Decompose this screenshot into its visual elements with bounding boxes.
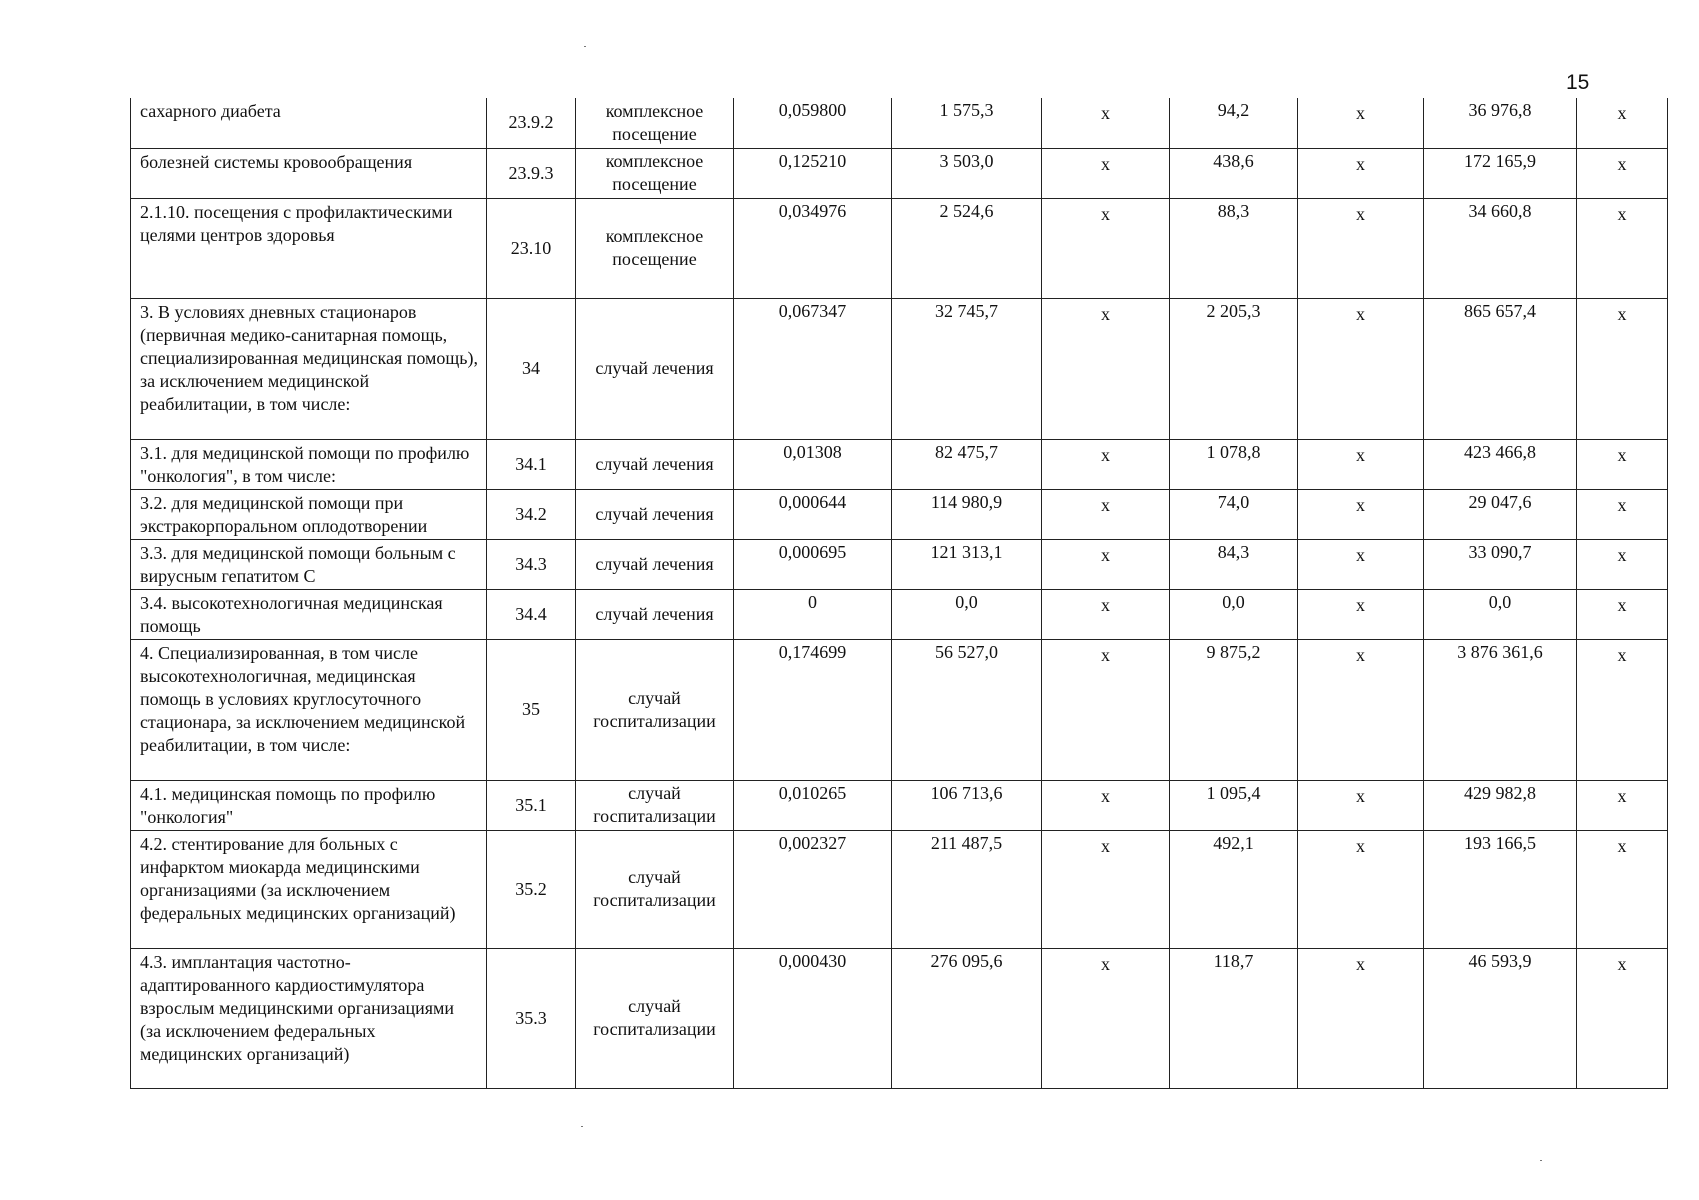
row-norm-cell [734, 148, 892, 198]
row-code-text: 34.1 [515, 453, 547, 474]
row-x-text: х [1101, 953, 1110, 974]
row-x-cell [1298, 198, 1424, 298]
row-name-text: 2.1.10. посещения с профилактическими целями центров здоровья [140, 201, 453, 245]
row-cost-text: 1 575,3 [939, 100, 994, 120]
row-code-text: 35.2 [515, 878, 547, 899]
row-unit-cell [576, 780, 734, 830]
row-x-cell [1577, 539, 1668, 589]
row-subtotal-cell [1170, 830, 1298, 948]
row-norm-cell [734, 539, 892, 589]
row-x-cell [1042, 639, 1170, 780]
row-total-cell [1424, 539, 1577, 589]
row-subtotal-text: 2 205,3 [1206, 300, 1261, 321]
row-x-cell [1042, 830, 1170, 948]
row-x-text: х [1101, 444, 1110, 465]
row-total-cell [1424, 489, 1577, 539]
scan-speck [1540, 1160, 1542, 1161]
row-name-text: 4. Специализированная, в том числе высокотехнологичная, медицинская помощь в условиях круглосуточного стационара, за исключением медицинской реабилитации, в том числе: [140, 642, 466, 755]
row-cost-cell [892, 148, 1042, 198]
row-subtotal-cell [1170, 780, 1298, 830]
row-norm-cell [734, 439, 892, 489]
row-norm-text: 0,000695 [778, 541, 847, 562]
row-cost-text: 106 713,6 [930, 782, 1003, 803]
row-cost-cell [892, 539, 1042, 589]
row-x-cell [1042, 198, 1170, 298]
row-unit-cell [576, 439, 734, 489]
row-code-text: 35.1 [515, 794, 547, 815]
row-subtotal-text: 84,3 [1217, 541, 1250, 562]
row-total-cell [1424, 948, 1577, 1088]
row-norm-cell [734, 948, 892, 1088]
row-x-cell [1298, 639, 1424, 780]
row-norm-cell [734, 830, 892, 948]
row-name-cell [131, 489, 487, 539]
row-x-text: х [1617, 644, 1627, 665]
row-code-cell [487, 98, 576, 148]
row-norm-text: 0,059800 [778, 100, 847, 120]
row-x-cell [1298, 539, 1424, 589]
row-code-cell [487, 830, 576, 948]
row-norm-text: 0,01308 [783, 441, 842, 462]
row-unit-text: комплексное посещение [605, 226, 704, 269]
row-x-cell [1577, 148, 1668, 198]
row-x-text: х [1356, 594, 1365, 615]
row-norm-cell [734, 589, 892, 639]
scan-speck [581, 1126, 583, 1127]
row-norm-cell [734, 489, 892, 539]
row-x-text: х [1356, 103, 1365, 123]
row-x-text: х [1101, 544, 1110, 565]
row-subtotal-cell [1170, 198, 1298, 298]
row-subtotal-text: 0,0 [1222, 591, 1245, 612]
row-x-cell [1042, 539, 1170, 589]
row-total-cell [1424, 589, 1577, 639]
row-unit-text: случай госпитализации [593, 687, 716, 731]
row-total-cell [1424, 639, 1577, 780]
row-code-cell [487, 948, 576, 1088]
row-unit-cell [576, 948, 734, 1088]
row-x-cell [1298, 830, 1424, 948]
row-total-text: 33 090,7 [1468, 541, 1532, 562]
row-subtotal-text: 88,3 [1217, 200, 1250, 221]
table-row [131, 589, 1668, 639]
row-subtotal-text: 118,7 [1213, 950, 1254, 971]
row-total-text: 193 166,5 [1464, 832, 1536, 853]
row-norm-text: 0,067347 [778, 300, 847, 321]
row-x-cell [1577, 830, 1668, 948]
row-x-cell [1042, 98, 1170, 148]
table-row [131, 948, 1668, 1088]
row-x-cell [1577, 298, 1668, 439]
row-norm-text: 0,010265 [778, 782, 847, 803]
row-unit-cell [576, 148, 734, 198]
scan-speck [584, 46, 586, 47]
row-x-text: х [1101, 644, 1110, 665]
medical-care-volume-table [130, 98, 1668, 1089]
row-unit-text: комплексное посещение [605, 151, 704, 194]
row-name-text: 4.2. стентирование для больных с инфарктом миокарда медицинскими организациями (за исключением федеральных медицинских организаций) [140, 833, 456, 923]
row-cost-cell [892, 589, 1042, 639]
row-name-text: 3.1. для медицинской помощи по профилю "онкология", в том числе: [140, 442, 470, 486]
row-norm-cell [734, 639, 892, 780]
row-unit-cell [576, 589, 734, 639]
row-cost-cell [892, 439, 1042, 489]
row-unit-text: случай лечения [595, 503, 714, 524]
row-subtotal-cell [1170, 489, 1298, 539]
table-row [131, 489, 1668, 539]
row-total-text: 0,0 [1488, 591, 1512, 612]
row-subtotal-cell [1170, 298, 1298, 439]
row-total-cell [1424, 198, 1577, 298]
row-name-cell [131, 948, 487, 1088]
table-row [131, 639, 1668, 780]
row-x-cell [1042, 148, 1170, 198]
row-x-text: х [1617, 953, 1627, 974]
row-subtotal-cell [1170, 589, 1298, 639]
row-x-cell [1577, 198, 1668, 298]
row-x-cell [1042, 298, 1170, 439]
row-unit-cell [576, 539, 734, 589]
row-name-cell [131, 639, 487, 780]
row-x-text: х [1356, 203, 1365, 224]
row-total-text: 3 876 361,6 [1457, 641, 1543, 662]
row-total-text: 46 593,9 [1468, 950, 1532, 971]
row-code-text: 35 [522, 699, 540, 719]
row-norm-text: 0,000430 [778, 950, 847, 971]
table-row [131, 198, 1668, 298]
row-cost-cell [892, 780, 1042, 830]
row-x-text: х [1356, 303, 1365, 324]
row-name-text: 4.1. медицинская помощь по профилю "онкология" [140, 783, 436, 827]
row-code-cell [487, 780, 576, 830]
row-name-text: сахарного диабета [140, 101, 281, 121]
row-x-text: х [1617, 103, 1627, 123]
row-cost-cell [892, 639, 1042, 780]
row-cost-text: 56 527,0 [935, 641, 998, 662]
row-subtotal-text: 9 875,2 [1206, 641, 1261, 662]
table-row [131, 298, 1668, 439]
row-name-text: 3. В условиях дневных стационаров (первичная медико-санитарная помощь, специализированная медицинская помощь), за исключением медицинской реабилитации, в том числе: [140, 301, 478, 414]
row-x-text: х [1101, 494, 1110, 515]
row-cost-text: 276 095,6 [930, 950, 1003, 971]
row-cost-cell [892, 489, 1042, 539]
row-x-cell [1298, 439, 1424, 489]
table-row [131, 148, 1668, 198]
row-total-text: 423 466,8 [1464, 441, 1536, 462]
row-unit-cell [576, 830, 734, 948]
row-cost-text: 32 745,7 [935, 300, 998, 321]
table-row [131, 98, 1668, 148]
row-x-text: х [1356, 785, 1365, 806]
row-unit-cell [576, 298, 734, 439]
row-cost-text: 82 475,7 [935, 441, 998, 462]
row-total-cell [1424, 98, 1577, 148]
row-unit-cell [576, 639, 734, 780]
row-x-text: х [1101, 785, 1110, 806]
table-row [131, 780, 1668, 830]
row-cost-text: 211 487,5 [930, 832, 1003, 853]
row-unit-text: случай лечения [595, 553, 714, 574]
row-cost-text: 121 313,1 [930, 541, 1003, 562]
row-x-text: х [1356, 153, 1365, 174]
row-cost-text: 2 524,6 [939, 200, 994, 221]
row-x-text: х [1617, 494, 1627, 515]
row-x-text: х [1617, 203, 1627, 224]
row-x-cell [1298, 489, 1424, 539]
row-subtotal-cell [1170, 439, 1298, 489]
row-unit-text: случай госпитализации [593, 783, 716, 826]
row-name-cell [131, 830, 487, 948]
row-subtotal-text: 492,1 [1213, 832, 1254, 853]
row-x-cell [1298, 98, 1424, 148]
row-x-text: х [1617, 544, 1627, 565]
row-total-cell [1424, 148, 1577, 198]
row-cost-text: 114 980,9 [930, 491, 1003, 512]
row-x-cell [1042, 439, 1170, 489]
row-total-cell [1424, 298, 1577, 439]
row-x-cell [1042, 589, 1170, 639]
row-subtotal-cell [1170, 639, 1298, 780]
row-total-text: 429 982,8 [1464, 782, 1536, 803]
row-code-text: 35.3 [515, 1007, 547, 1028]
row-x-text: х [1101, 153, 1110, 174]
page-number: 15 [1566, 71, 1590, 94]
row-x-cell [1577, 639, 1668, 780]
row-name-cell [131, 98, 487, 148]
row-x-text: х [1617, 153, 1627, 174]
row-x-text: х [1356, 544, 1365, 565]
row-x-cell [1042, 948, 1170, 1088]
row-x-text: х [1356, 444, 1365, 465]
row-code-cell [487, 489, 576, 539]
row-total-text: 36 976,8 [1468, 100, 1532, 120]
table-row [131, 830, 1668, 948]
row-x-cell [1577, 439, 1668, 489]
row-norm-text: 0,034976 [778, 200, 847, 221]
row-subtotal-text: 1 095,4 [1206, 782, 1261, 803]
row-cost-cell [892, 830, 1042, 948]
row-x-cell [1298, 589, 1424, 639]
row-name-text: 3.2. для медицинской помощи при экстракорпоральном оплодотворении [140, 492, 428, 536]
row-code-text: 34.4 [515, 603, 547, 624]
row-total-text: 865 657,4 [1464, 300, 1536, 321]
row-norm-cell [734, 98, 892, 148]
row-subtotal-text: 74,0 [1217, 491, 1250, 512]
row-code-cell [487, 298, 576, 439]
row-norm-cell [734, 198, 892, 298]
row-norm-cell [734, 780, 892, 830]
row-x-cell [1042, 489, 1170, 539]
row-x-cell [1577, 589, 1668, 639]
row-unit-text: случай госпитализации [593, 996, 716, 1039]
row-code-cell [487, 639, 576, 780]
row-total-cell [1424, 780, 1577, 830]
row-name-cell [131, 148, 487, 198]
row-norm-text: 0,125210 [778, 150, 847, 171]
row-name-cell [131, 439, 487, 489]
row-cost-cell [892, 98, 1042, 148]
table-body [131, 98, 1668, 1088]
row-x-cell [1298, 148, 1424, 198]
row-name-cell [131, 589, 487, 639]
row-cost-text: 0,0 [955, 591, 978, 612]
row-name-cell [131, 539, 487, 589]
row-x-text: х [1356, 953, 1365, 974]
row-x-text: х [1101, 303, 1110, 324]
row-subtotal-text: 438,6 [1213, 150, 1254, 171]
row-norm-cell [734, 298, 892, 439]
row-x-text: х [1101, 103, 1110, 123]
row-x-cell [1042, 780, 1170, 830]
row-x-text: х [1617, 835, 1627, 856]
row-x-cell [1298, 780, 1424, 830]
row-subtotal-cell [1170, 148, 1298, 198]
row-cost-cell [892, 948, 1042, 1088]
row-norm-text: 0,000644 [778, 491, 847, 512]
row-cost-cell [892, 298, 1042, 439]
table-row [131, 539, 1668, 589]
row-x-text: х [1617, 594, 1627, 615]
row-subtotal-cell [1170, 98, 1298, 148]
row-code-text: 34.3 [515, 553, 547, 574]
row-total-text: 29 047,6 [1468, 491, 1532, 512]
row-x-text: х [1356, 644, 1365, 665]
row-norm-text: 0,174699 [778, 641, 847, 662]
row-code-text: 23.9.2 [508, 112, 554, 133]
row-code-cell [487, 198, 576, 298]
row-subtotal-text: 94,2 [1217, 100, 1250, 120]
row-x-text: х [1101, 835, 1110, 856]
table-row [131, 439, 1668, 489]
row-x-cell [1298, 298, 1424, 439]
row-x-cell [1577, 98, 1668, 148]
row-x-cell [1577, 948, 1668, 1088]
row-subtotal-cell [1170, 948, 1298, 1088]
row-name-cell [131, 780, 487, 830]
row-x-text: х [1617, 785, 1627, 806]
row-code-cell [487, 589, 576, 639]
row-subtotal-text: 1 078,8 [1206, 441, 1261, 462]
row-code-cell [487, 539, 576, 589]
row-total-cell [1424, 439, 1577, 489]
row-code-text: 34.2 [515, 503, 547, 524]
row-code-text: 23.9.3 [508, 162, 554, 183]
row-unit-text: комплексное посещение [605, 100, 704, 144]
row-name-cell [131, 198, 487, 298]
row-name-text: 3.3. для медицинской помощи больным с вирусным гепатитом С [140, 542, 456, 586]
row-x-text: х [1617, 444, 1627, 465]
row-code-text: 23.10 [510, 237, 552, 258]
row-total-text: 34 660,8 [1468, 200, 1532, 221]
row-name-cell [131, 298, 487, 439]
row-unit-cell [576, 198, 734, 298]
row-total-text: 172 165,9 [1464, 150, 1536, 171]
row-code-cell [487, 439, 576, 489]
row-name-text: 4.3. имплантация частотно-адаптированного кардиостимулятора взрослым медицинскими организациями (за исключением федеральных медицинских организаций) [140, 951, 455, 1064]
row-unit-cell [576, 489, 734, 539]
row-total-cell [1424, 830, 1577, 948]
row-x-cell [1298, 948, 1424, 1088]
row-unit-text: случай лечения [595, 358, 714, 378]
row-subtotal-cell [1170, 539, 1298, 589]
row-x-text: х [1101, 594, 1110, 615]
row-name-text: болезней системы кровообращения [140, 151, 413, 172]
row-unit-text: случай лечения [595, 603, 714, 624]
row-x-text: х [1356, 835, 1365, 856]
row-code-cell [487, 148, 576, 198]
row-cost-text: 3 503,0 [939, 150, 994, 171]
row-x-text: х [1617, 303, 1627, 324]
row-unit-text: случай лечения [595, 453, 714, 474]
row-unit-text: случай госпитализации [593, 867, 716, 910]
row-x-text: х [1101, 203, 1110, 224]
row-x-text: х [1356, 494, 1365, 515]
row-code-text: 34 [522, 358, 540, 378]
row-x-cell [1577, 780, 1668, 830]
row-cost-cell [892, 198, 1042, 298]
row-norm-text: 0,002327 [778, 832, 847, 853]
row-unit-cell [576, 98, 734, 148]
row-x-cell [1577, 489, 1668, 539]
row-name-text: 3.4. высокотехнологичная медицинская помощь [140, 592, 443, 636]
row-norm-text: 0 [808, 591, 817, 612]
